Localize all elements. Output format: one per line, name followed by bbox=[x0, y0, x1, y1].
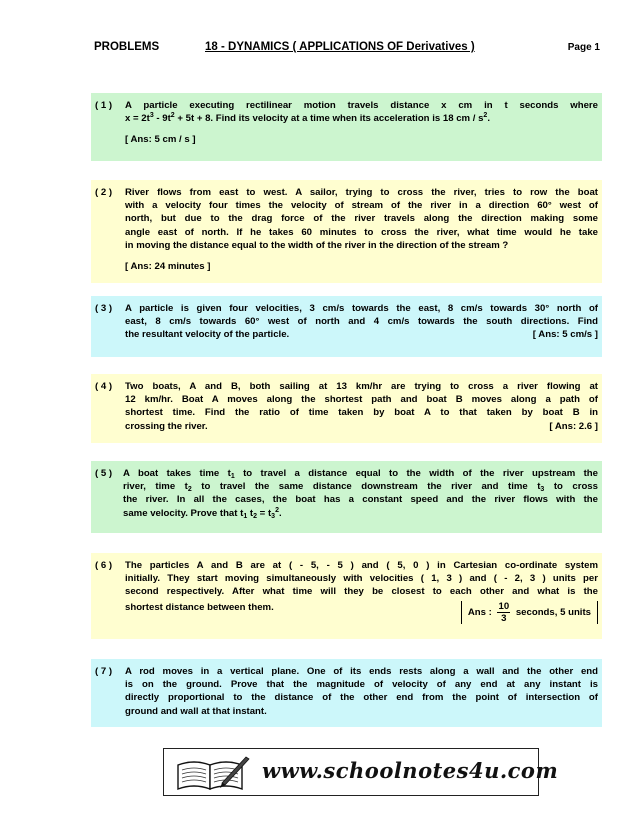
problem-text: A boat takes time $t_1$ to travel a distance equal to the width of the river upstream the river, time $t_2$ to travel the same distance downstream the river and time $t_3$ to cross the river. In all the cases, the boat has a constant speed and the river flows with the same velocity. Prove that $t_1$ $t_2 = t_3^2$. bbox=[123, 468, 599, 520]
page-number: Page 1 bbox=[567, 42, 600, 53]
answer: [ Ans: 24 minutes ] bbox=[125, 261, 211, 273]
footer-banner bbox=[163, 748, 559, 796]
problem-text: River flows from east to west. A sailor, trying to cross the river, tries to row the boat with a velocity four times the velocity of stream of the river in a direction 60° west of north, but due to the drag force of the river travels along the direction making some angle east of north. If he takes 60 minutes to cross the river, what time would he take in moving the distance equal to the width of the river in the direction of the stream ? bbox=[125, 187, 598, 251]
header-title: 18 - DYNAMICS ( APPLICATIONS OF Derivatives ) bbox=[205, 41, 475, 53]
problem-text: The particles A and B are at ( - 5, - 5 ) and ( 5, 0 ) in Cartesian co-ordinate system initially. They start moving simultaneously with velocities ( 1, 3 ) and ( - 2, 3 ) units per second respectively. After what time will they be closest to each other and what is the shortest distance between them. Ans : $\frac{10}{3}$ seconds, 5 units bbox=[125, 560, 598, 624]
problem-number: ( 5 ) bbox=[95, 468, 113, 479]
answer: [ Ans: 5 cm / s ] bbox=[125, 134, 196, 146]
answer-fraction: $\frac{10}{3}$ bbox=[498, 600, 510, 624]
answer: [ Ans: 2.6 ] bbox=[549, 420, 598, 432]
website-url: www.schoolnotes4u.com bbox=[262, 758, 559, 783]
problem-6 bbox=[91, 553, 602, 639]
problem-number: ( 7 ) bbox=[95, 666, 113, 677]
page-header bbox=[94, 41, 604, 55]
open-book-pen-icon bbox=[172, 753, 252, 793]
problem-4 bbox=[91, 374, 602, 443]
problem-3 bbox=[91, 296, 602, 357]
problem-number: ( 6 ) bbox=[95, 560, 113, 571]
problem-number: ( 4 ) bbox=[95, 381, 113, 392]
problem-number: ( 1 ) bbox=[95, 100, 113, 111]
problem-number: ( 3 ) bbox=[95, 303, 113, 314]
problem-text: A particle is given four velocities, 3 cm/s towards the east, 8 cm/s towards 30° north of east, 8 cm/s towards 60° west of north and 4 cm/s towards the south directions. Find the resultant velocity of the particle. [ Ans: 5 cm/s ] bbox=[125, 303, 598, 341]
problem-5 bbox=[91, 461, 602, 533]
answer: Ans : $\frac{10}{3}$ seconds, 5 units bbox=[461, 601, 598, 624]
problem-2 bbox=[91, 180, 602, 283]
problem-text: Two boats, A and B, both sailing at 13 km/hr are trying to cross a river flowing at 12 km/hr. Boat A moves along the shortest path and boat B moves along a path of shortest time. Find the ratio of time taken by boat A to that taken by boat B in crossing the river. [ Ans: 2.6 ] bbox=[125, 381, 598, 432]
header-problems: PROBLEMS bbox=[94, 41, 160, 53]
problem-7 bbox=[91, 659, 602, 727]
problem-text: A particle executing rectilinear motion travels distance x cm in t seconds where $x = 2t^3 - 9t^2 + 5t + 8$. Find its velocity at a time when its acceleration is 18 cm / $s^2$. bbox=[125, 100, 598, 125]
problem-number: ( 2 ) bbox=[95, 187, 113, 198]
problem-text: A rod moves in a vertical plane. One of its ends rests along a wall and the other end is on the ground. Prove that the magnitude of velocity of any end at any instant is directly proportional to the distance of the other end from the point of intersection of ground and wall at that instant. bbox=[125, 666, 598, 717]
answer: [ Ans: 5 cm/s ] bbox=[532, 329, 598, 341]
problem-1 bbox=[91, 93, 602, 161]
